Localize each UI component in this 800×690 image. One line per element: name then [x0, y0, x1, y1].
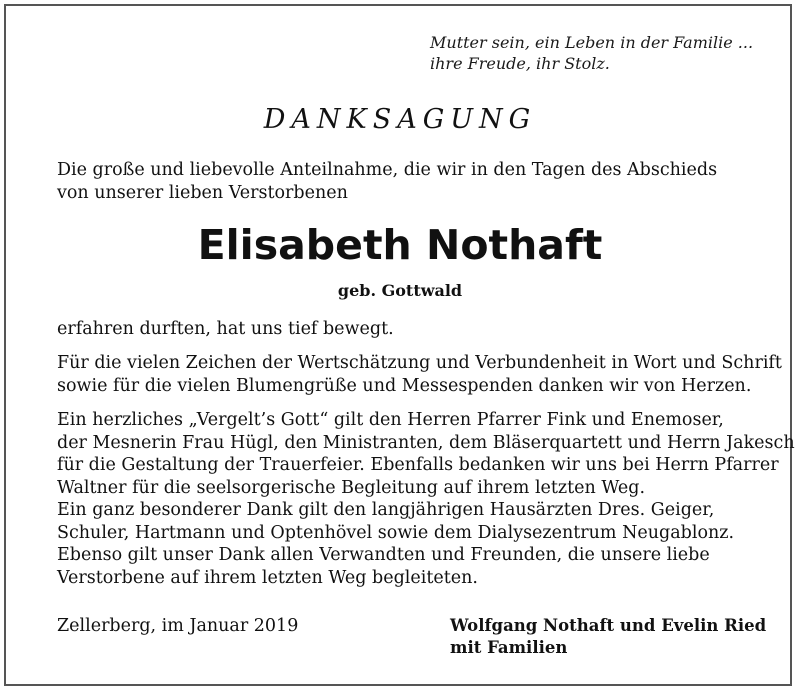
paragraph-acknowledgements	[57, 409, 795, 589]
motto-line: ihre Freude, ihr Stolz.	[430, 54, 610, 73]
place-date: Zellerberg, im Januar 2019	[57, 616, 299, 636]
paragraph-line: Verstorbene auf ihrem letzten Weg begleiteten.	[57, 567, 478, 588]
motto-line: Mutter sein, ein Leben in der Familie ...	[430, 33, 754, 52]
intro-line: Die große und liebevolle Anteilnahme, die wir in den Tagen des Abschieds	[57, 160, 718, 180]
paragraph-line: Für die vielen Zeichen der Wertschätzung und Verbundenheit in Wort und Schrift	[57, 353, 782, 373]
paragraph-thanks	[57, 352, 782, 397]
signature-block	[450, 615, 766, 659]
paragraph-line: erfahren durften, hat uns tief bewegt.	[57, 319, 394, 339]
paragraph-line: Ebenso gilt unser Dank allen Verwandten und Freunden, die unsere liebe	[57, 545, 710, 565]
paragraph-line: sowie für die vielen Blumengrüße und Messespenden danken wir von Herzen.	[57, 375, 752, 396]
paragraph-line: Ein ganz besonderer Dank gilt den langjährigen Hausärzten Dres. Geiger,	[57, 500, 715, 520]
birth-name: geb. Gottwald	[337, 281, 463, 300]
paragraph-line: der Mesnerin Frau Hügl, den Ministranten, dem Bläserquartett und Herrn Jakesch	[57, 432, 795, 453]
signature-line: mit Familien	[450, 638, 568, 657]
notice-title: DANKSAGUNG	[263, 104, 537, 135]
motto-quote	[430, 32, 753, 74]
deceased-name: Elisabeth Nothaft	[197, 221, 603, 269]
paragraph-line: Waltner für die seelsorgerische Begleitung auf ihrem letzten Weg.	[57, 477, 646, 498]
paragraph-line: Schuler, Hartmann und Optenhövel sowie dem Dialysezentrum Neugablonz.	[57, 522, 735, 543]
intro-line: von unserer lieben Verstorbenen	[57, 182, 348, 203]
paragraph-moved	[57, 318, 757, 341]
paragraph-line: für die Gestaltung der Trauerfeier. Ebenfalls bedanken wir uns bei Herrn Pfarrer	[57, 455, 779, 475]
signature-line: Wolfgang Nothaft und Evelin Ried	[450, 616, 767, 635]
paragraph-line: Ein herzliches „Vergelt’s Gott“ gilt den Herren Pfarrer Fink und Enemoser,	[57, 410, 724, 430]
intro-text	[57, 159, 757, 204]
